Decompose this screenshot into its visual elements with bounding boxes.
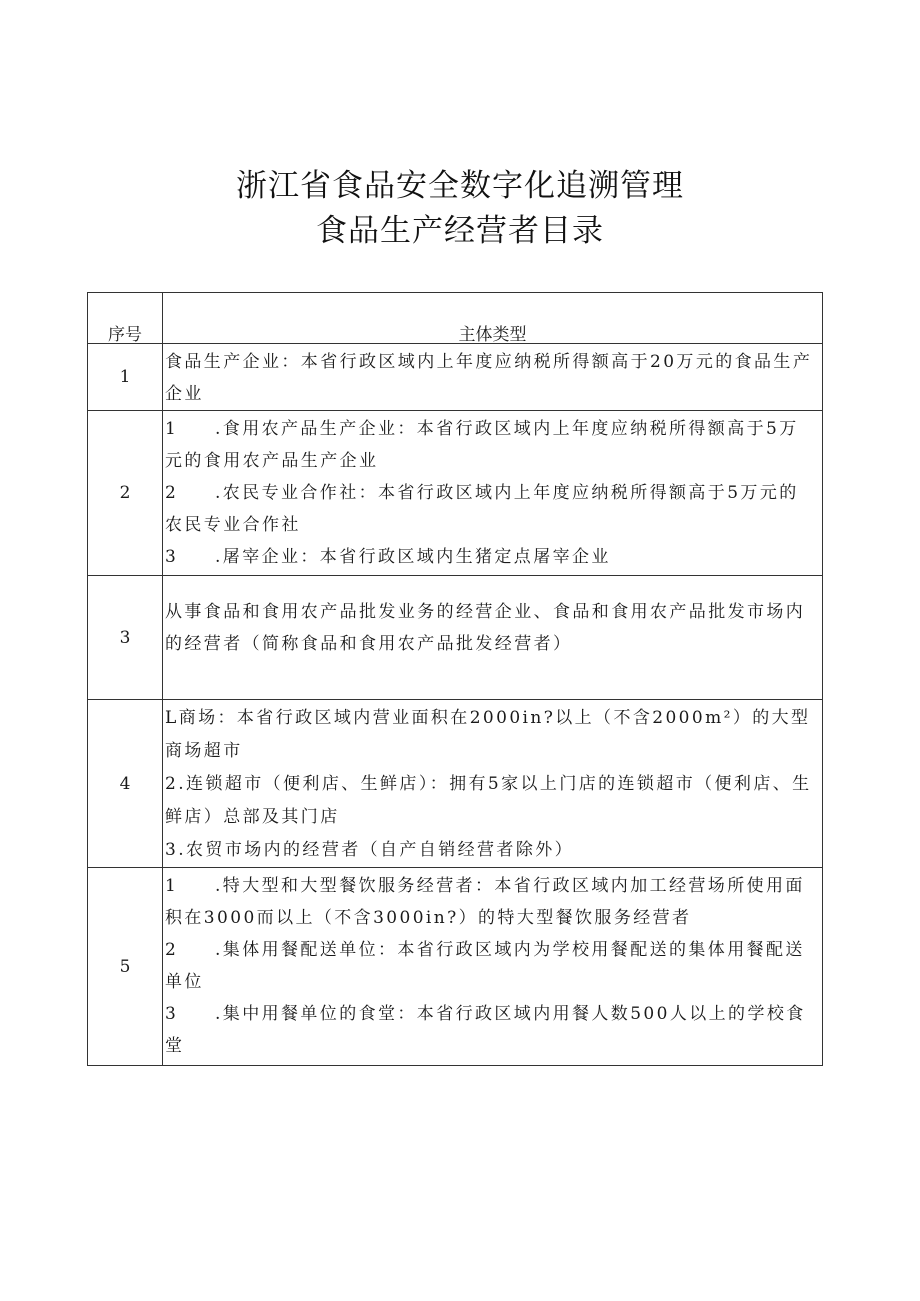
- row-content: [163, 344, 823, 411]
- row-seq: 3: [88, 576, 163, 700]
- row-item: 1 .特大型和大型餐饮服务经营者：本省行政区域内加工经营场所使用面积在3000而以上（不含3000in?）的特大型餐饮服务经营者: [165, 870, 818, 934]
- row-item: 食品生产企业：本省行政区域内上年度应纳税所得额高于20万元的食品生产企业: [165, 352, 813, 404]
- row-item: 3.农贸市场内的经营者（自产自销经营者除外）: [165, 840, 575, 860]
- row-seq: 2: [88, 411, 163, 576]
- document-title-line-2: 食品生产经营者目录: [316, 213, 604, 249]
- row-item: 从事食品和食用农产品批发业务的经营企业、食品和食用农产品批发市场内的经营者（简称食品和食用农产品批发经营者）: [165, 602, 806, 654]
- item-number: 1: [165, 876, 179, 896]
- row-content: [163, 576, 823, 700]
- item-number: 2: [165, 940, 179, 960]
- row-item: 1 .食用农产品生产企业：本省行政区域内上年度应纳税所得额高于5万元的食用农产品生产企业: [165, 413, 818, 477]
- table-row: [88, 411, 823, 576]
- row-item: 3 .屠宰企业：本省行政区域内生猪定点屠宰企业: [165, 541, 818, 573]
- table-row: [88, 700, 823, 868]
- row-item: 3 .集中用餐单位的食堂：本省行政区域内用餐人数500人以上的学校食堂: [165, 998, 818, 1062]
- operator-catalog-table: [87, 292, 823, 1066]
- item-number: 1: [165, 419, 179, 439]
- row-item: 2 .农民专业合作社：本省行政区域内上年度应纳税所得额高于5万元的农民专业合作社: [165, 477, 818, 541]
- table-row: [88, 344, 823, 411]
- row-seq: 5: [88, 868, 163, 1066]
- table-row: [88, 576, 823, 700]
- row-item: 2.连锁超市（便利店、生鲜店）：拥有5家以上门店的连锁超市（便利店、生鲜店）总部及其门店: [165, 774, 812, 827]
- row-item: 2 .集体用餐配送单位：本省行政区域内为学校用餐配送的集体用餐配送单位: [165, 934, 818, 998]
- item-number: 3: [165, 1004, 179, 1024]
- header-seq: 序号: [88, 293, 163, 344]
- table-header-row: [88, 293, 823, 344]
- row-item: L商场：本省行政区域内营业面积在2000in?以上（不含2000m²）的大型商场超市: [165, 708, 811, 761]
- row-content: [163, 411, 823, 576]
- item-number: 3: [165, 547, 179, 567]
- row-seq: 4: [88, 700, 163, 868]
- item-number: 2: [165, 483, 179, 503]
- row-seq: 1: [88, 344, 163, 411]
- row-content: [163, 700, 823, 868]
- table-row: [88, 868, 823, 1066]
- document-title-line-1: 浙江省食品安全数字化追溯管理: [236, 168, 684, 204]
- header-entity-type: 主体类型: [163, 293, 823, 344]
- row-content: [163, 868, 823, 1066]
